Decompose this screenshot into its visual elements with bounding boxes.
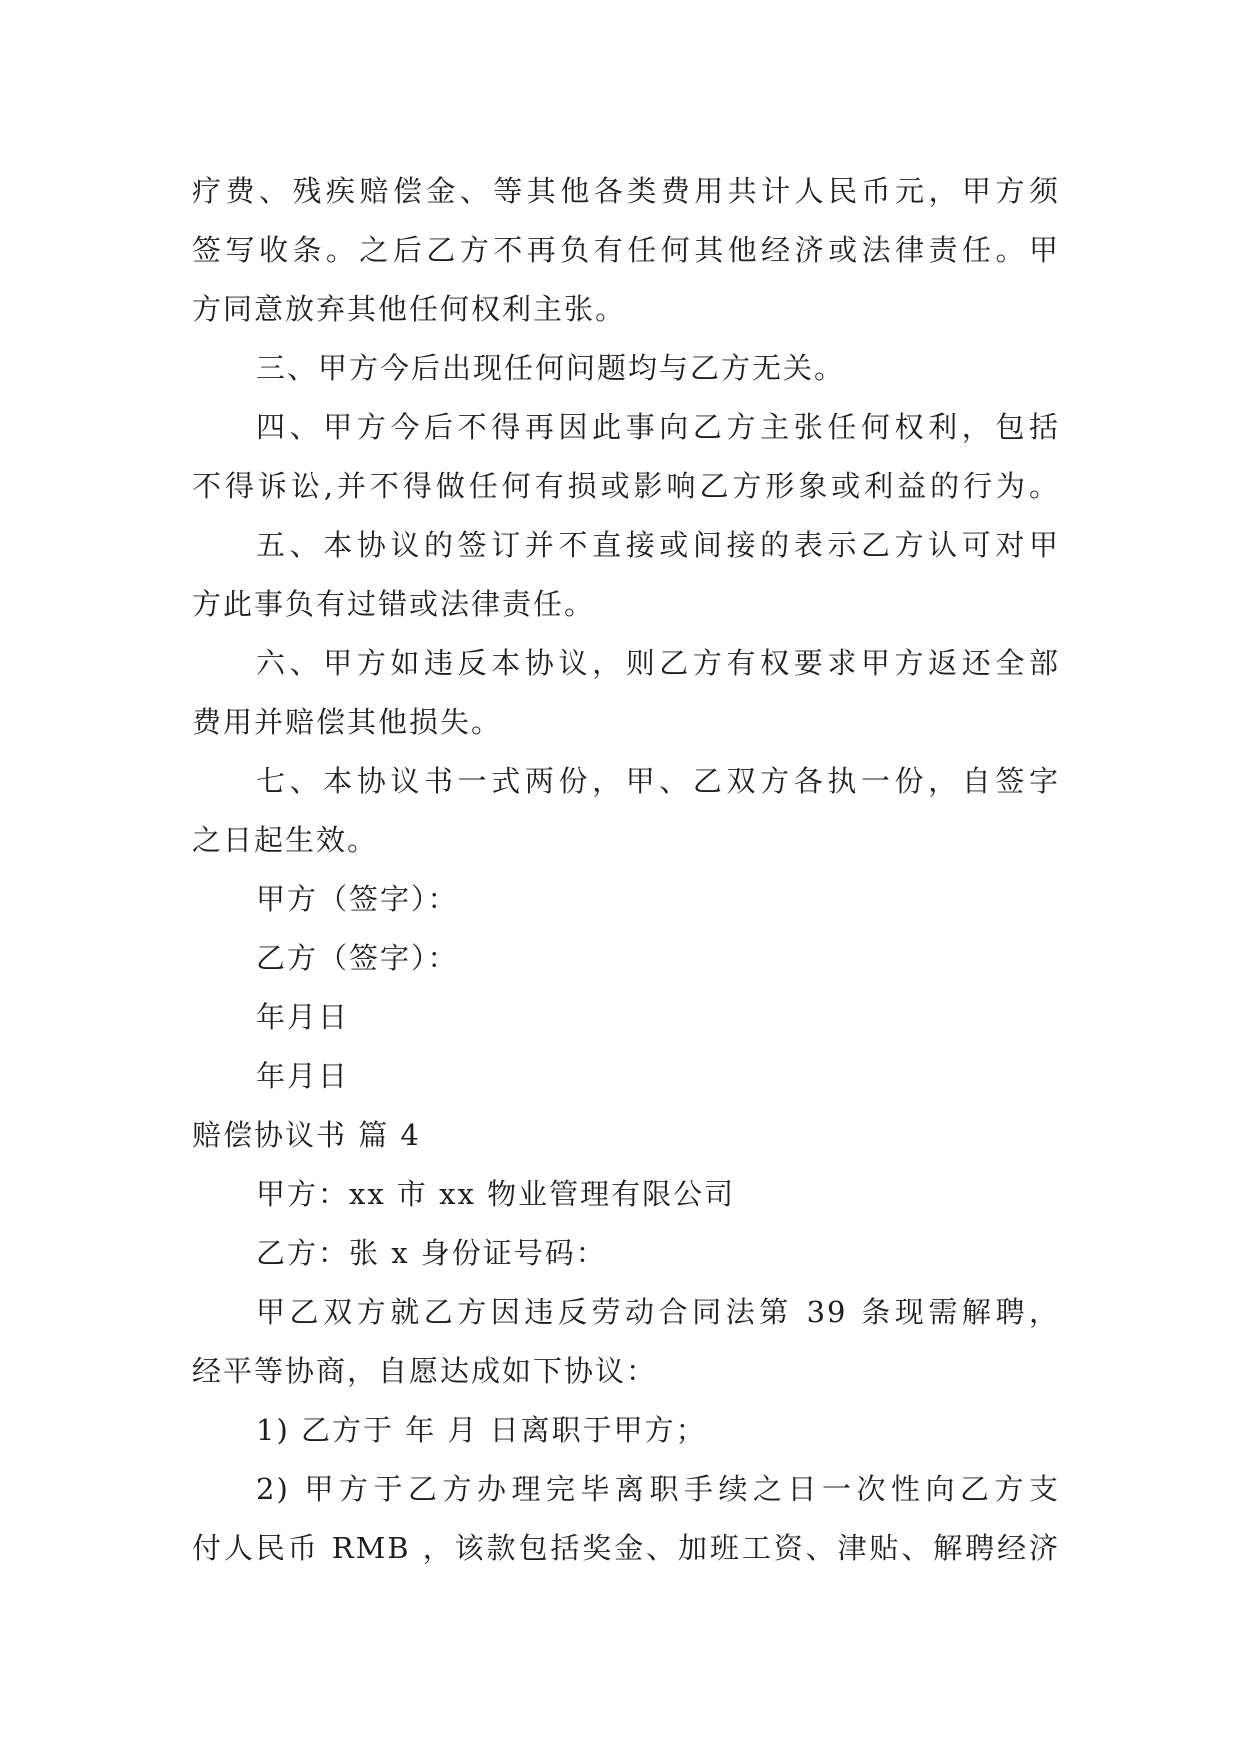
party-b-signature: 乙方（签字）： (256, 941, 459, 975)
clause-six: 六、甲方如违反本协议，则乙方有权要求甲方返还全部 (256, 646, 1060, 680)
section-heading: 赔偿协议书 篇 4 (192, 1118, 421, 1152)
body-line: 经平等协商，自愿达成如下协议： (192, 1354, 658, 1388)
clause-four: 四、甲方今后不得再因此事向乙方主张任何权利，包括 (256, 410, 1060, 444)
body-line: 方此事负有过错或法律责任。 (192, 587, 596, 621)
body-line: 付人民币 RMB ，该款包括奖金、加班工资、津贴、解聘经济 (192, 1531, 1060, 1565)
body-line: 费用并赔偿其他损失。 (192, 705, 503, 739)
item-one: 1) 乙方于 年 月 日离职于甲方； (256, 1413, 707, 1447)
item-two: 2) 甲方于乙方办理完毕离职手续之日一次性向乙方支 (256, 1472, 1060, 1506)
body-line: 签写收条。之后乙方不再负有任何其他经济或法律责任。甲 (192, 233, 1060, 267)
document-body (192, 162, 1060, 1578)
clause-five: 五、本协议的签订并不直接或间接的表示乙方认可对甲 (256, 528, 1060, 562)
date-line: 年月日 (256, 1059, 350, 1093)
party-a: 甲方：xx 市 xx 物业管理有限公司 (256, 1177, 736, 1211)
party-b: 乙方：张 x 身份证号码： (256, 1236, 607, 1270)
date-line: 年月日 (256, 1000, 350, 1034)
body-line: 方同意放弃其他任何权利主张。 (192, 292, 627, 326)
clause-three: 三、甲方今后出现任何问题均与乙方无关。 (256, 351, 846, 385)
clause-seven: 七、本协议书一式两份，甲、乙双方各执一份，自签字 (256, 764, 1060, 798)
body-line: 不得诉讼,并不得做任何有损或影响乙方形象或利益的行为。 (192, 469, 1060, 503)
party-a-signature: 甲方（签字）： (256, 882, 459, 916)
agreement-intro: 甲乙双方就乙方因违反劳动合同法第 39 条现需解聘， (256, 1295, 1060, 1329)
body-line: 疗费、残疾赔偿金、等其他各类费用共计人民币元，甲方须 (192, 174, 1060, 208)
body-line: 之日起生效。 (192, 823, 379, 857)
